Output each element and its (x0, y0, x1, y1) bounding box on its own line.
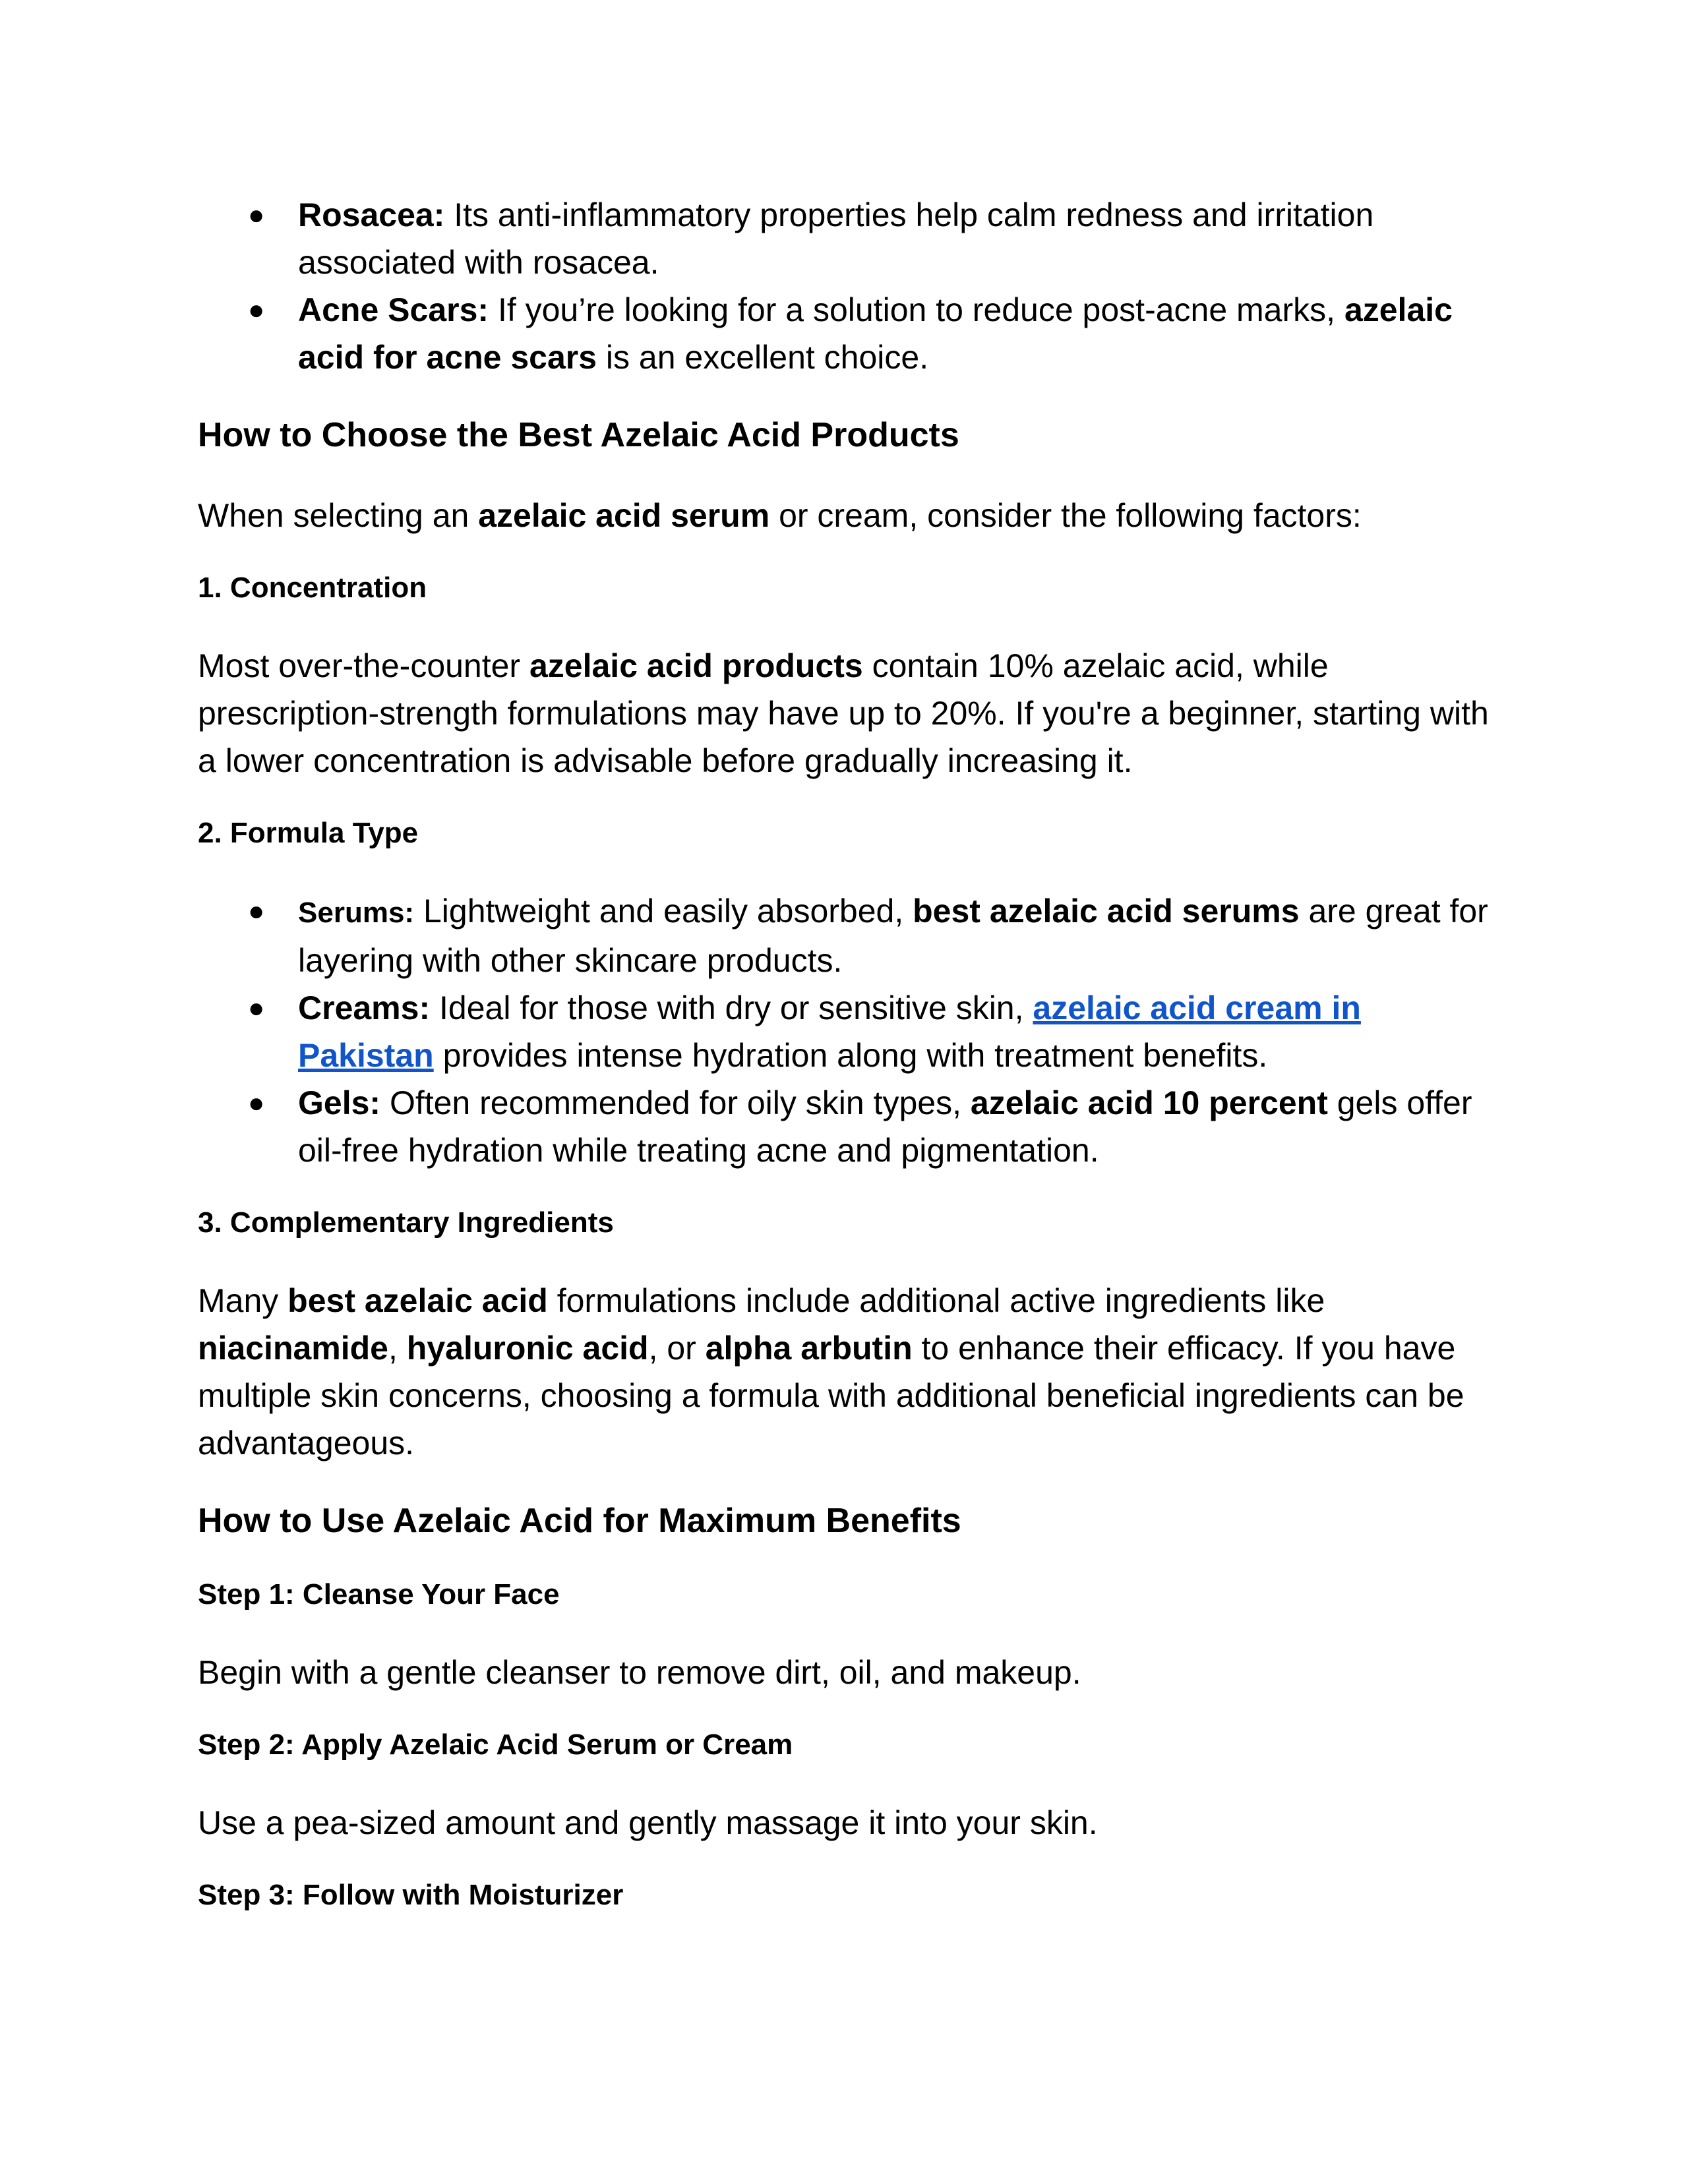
list-item-acne-scars (198, 286, 1490, 381)
comp-bold-3: hyaluronic acid (406, 1330, 649, 1367)
creams-text: Ideal for those with dry or sensitive skin, (430, 989, 1033, 1026)
step-3-heading: Step 3: Follow with Moisturizer (198, 1879, 624, 1911)
concentration-bold: azelaic acid products (529, 647, 863, 684)
azelaic-cream-pakistan-link[interactable]: azelaic acid cream in Pakistan (298, 989, 1361, 1074)
gels-term: Gels: (298, 1084, 381, 1121)
choose-heading: How to Choose the Best Azelaic Acid Products (198, 416, 959, 454)
document-page (198, 191, 1490, 1915)
comp-bold-2: niacinamide (198, 1330, 388, 1367)
comp-bold-4: alpha arbutin (705, 1330, 913, 1367)
step-2-text: Use a pea-sized amount and gently massage it into your skin. (198, 1804, 1098, 1841)
concentration-text-end: contain 10% azelaic acid, while prescription-strength formulations may have up to 20%. If you're a beginner, starting with a lower concentration is advisable before gradually increasing it. (198, 647, 1489, 779)
comp-text-1: Many (198, 1282, 288, 1319)
serums-text-end: are great for layering with other skincare products. (298, 893, 1488, 979)
serums-text: Lightweight and easily absorbed, (414, 893, 913, 930)
concentration-text: Most over-the-counter (198, 647, 529, 684)
list-item-creams (198, 984, 1490, 1079)
concentration-paragraph (198, 642, 1490, 784)
comp-text-4: , or (648, 1330, 706, 1367)
gels-text: Often recommended for oily skin types, (380, 1084, 971, 1121)
acne-scars-term: Acne Scars: (298, 291, 489, 328)
gels-text-end: gels offer oil-free hydration while treating acne and pigmentation. (298, 1084, 1472, 1169)
concentration-heading: 1. Concentration (198, 572, 427, 604)
use-heading: How to Use Azelaic Acid for Maximum Benefits (198, 1502, 961, 1540)
list-item-gels (198, 1079, 1490, 1174)
bullet-icon: ● (248, 294, 265, 325)
bullet-icon: ● (248, 199, 265, 230)
gels-bold: azelaic acid 10 percent (970, 1084, 1328, 1121)
list-item-rosacea (198, 191, 1490, 286)
bullet-icon: ● (248, 895, 265, 926)
choose-intro (198, 492, 1490, 539)
step-2-heading: Step 2: Apply Azelaic Acid Serum or Cream (198, 1728, 793, 1761)
top-bullet-list (198, 191, 1490, 381)
serums-term: Serums: (298, 897, 415, 929)
step-1-text: Begin with a gentle cleanser to remove dirt, oil, and makeup. (198, 1654, 1081, 1691)
complementary-heading: 3. Complementary Ingredients (198, 1206, 614, 1239)
comp-text-2: formulations include additional active ingredients like (547, 1282, 1325, 1319)
acne-scars-text: If you’re looking for a solution to reduce post-acne marks, (489, 291, 1344, 328)
formula-heading: 2. Formula Type (198, 817, 419, 849)
comp-bold-1: best azelaic acid (287, 1282, 548, 1319)
formula-list (198, 887, 1490, 1174)
acne-scars-text-end: is an excellent choice. (597, 339, 929, 376)
rosacea-text: Its anti-inflammatory properties help calm redness and irritation associated with rosacea. (298, 196, 1374, 281)
intro-text: When selecting an (198, 497, 479, 534)
creams-text-end: provides intense hydration along with treatment benefits. (433, 1037, 1268, 1074)
bullet-icon: ● (248, 1087, 265, 1118)
creams-term: Creams: (298, 989, 431, 1026)
rosacea-term: Rosacea: (298, 196, 445, 233)
comp-text-5: to enhance their efficacy. If you have multiple skin concerns, choosing a formula with additional beneficial ingredients can be advantageous. (198, 1330, 1464, 1461)
bullet-icon: ● (248, 992, 265, 1023)
intro-text-end: or cream, consider the following factors: (769, 497, 1362, 534)
step-1-heading: Step 1: Cleanse Your Face (198, 1578, 560, 1610)
acne-scars-bold: azelaic acid for acne scars (298, 291, 1453, 376)
intro-bold: azelaic acid serum (478, 497, 770, 534)
complementary-paragraph (198, 1277, 1490, 1467)
serums-bold: best azelaic acid serums (913, 893, 1300, 930)
list-item-serums (198, 887, 1490, 984)
comp-text-3: , (388, 1330, 407, 1367)
